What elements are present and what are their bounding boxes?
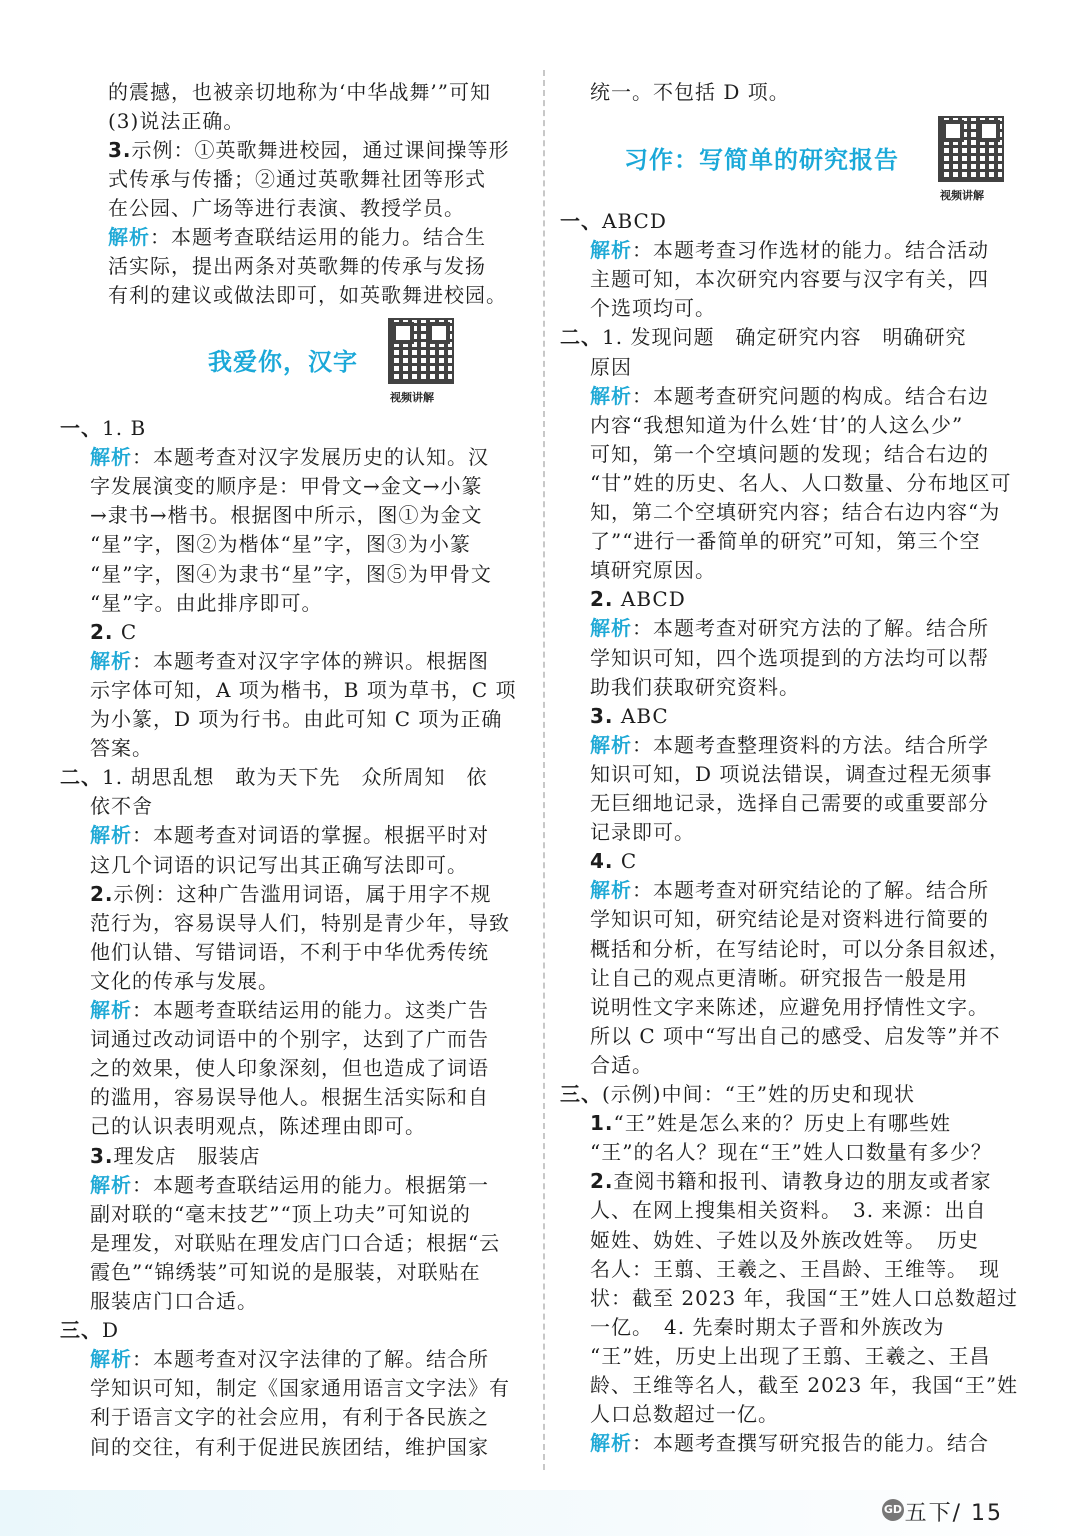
analysis-label: 解析: [90, 998, 132, 1022]
text-line: [590, 585, 686, 613]
analysis-label: 解析: [90, 648, 132, 673]
line-text: 示例：①英歌舞进校园，通过课间操等形: [131, 138, 510, 162]
line-text: ：本题考查联结运用的能力。这类广告: [132, 998, 489, 1022]
text-line: [90, 1142, 261, 1170]
item-number: 2.: [90, 881, 114, 906]
line-text: ：本题考查联结运用的能力。结合生: [150, 225, 486, 249]
text-line: 填研究原因。: [590, 558, 716, 583]
text-line: 人口总数超过一亿。: [590, 1402, 779, 1427]
section-number: 三、: [60, 1318, 102, 1343]
text-line: 说明性文字来陈述，应避免用抒情性文字。: [590, 994, 989, 1019]
text-line: “甘”姓的历史、名人、人口数量、分布地区可: [590, 470, 1012, 495]
text-line: 内容“我想知道为什么姓‘甘’的人这么少”: [590, 412, 964, 437]
text-line: [90, 1345, 489, 1373]
text-line: 所以 C 项中“写出自己的感受、启发等”并不: [590, 1023, 1001, 1048]
text-line: 范行为，容易误导人们，特别是青少年，导致: [90, 910, 510, 935]
section-number: 一、: [60, 416, 102, 440]
analysis-label: 解析: [90, 1347, 132, 1372]
analysis-label: 解析: [108, 225, 150, 249]
line-text: ：本题考查研究问题的构成。结合右边: [632, 383, 989, 408]
line-text: ：本题考查对汉字法律的了解。结合所: [132, 1347, 489, 1372]
text-line: 他们认错、写错词语，不利于中华优秀传统: [90, 939, 489, 964]
text-line: 概括和分析，在写结论时，可以分条目叙述，: [590, 936, 1010, 961]
text-line: 让自己的观点更清晰。研究报告一般是用: [590, 965, 968, 990]
text-line: 霞色”“锦绣装”可知说的是服装，对联贴在: [90, 1259, 481, 1284]
text-line: 学知识可知，四个选项提到的方法均可以帮: [590, 645, 989, 670]
line-text: “王”姓是怎么来的？历史上有哪些姓: [613, 1111, 951, 1136]
text-line: [90, 618, 137, 646]
text-line: [590, 236, 989, 264]
text-line: [590, 614, 989, 642]
item-number: 4.: [590, 849, 614, 874]
text-line: 名人：王翦、王羲之、王昌龄、王维等。 现: [590, 1256, 1000, 1281]
text-line: [560, 323, 966, 351]
item-number: 1.: [590, 1111, 614, 1136]
analysis-label: 解析: [90, 1172, 132, 1197]
item-number: 3.: [590, 703, 614, 728]
section-number: 二、: [560, 325, 602, 350]
line-text: ：本题考查对汉字发展历史的认知。汉: [132, 445, 489, 470]
text-line: 原因: [590, 354, 632, 379]
text-line: 的震撼，也被亲切地称为‘中华战舞’”可知: [108, 80, 491, 104]
section-number: 三、: [560, 1082, 602, 1106]
text-line: 词通过改动词语中的个别字，达到了广而告: [90, 1027, 489, 1052]
text-line: 字发展演变的顺序是：甲骨文→金文→小篆: [90, 474, 483, 499]
text-line: 助我们获取研究资料。: [590, 674, 800, 699]
line-text: ：本题考查对汉字字体的辨识。根据图: [132, 648, 489, 673]
line-text: (示例)中间：“王”姓的历史和现状: [602, 1082, 916, 1106]
text-line: 文化的传承与发展。: [90, 968, 279, 993]
line-text: 1. 发现问题 确定研究内容 明确研究: [602, 325, 967, 350]
text-line: 依不舍: [90, 794, 153, 819]
text-line: 答案。: [90, 736, 153, 761]
section-title-report: 习作：写简单的研究报告: [624, 146, 899, 174]
text-line: 一亿。 4. 先秦时期太子晋和外族改为: [590, 1314, 945, 1339]
text-line: [90, 880, 492, 908]
text-line: 无巨细地记录，选择自己需要的或重要部分: [590, 791, 989, 815]
text-line: 式传承与传播；②通过英歌舞社团等形式: [108, 167, 486, 191]
text-line: 在公园、广场等进行表演、教授学员。: [108, 196, 465, 220]
item-number: 3.: [90, 1143, 114, 1168]
analysis-label: 解析: [90, 823, 132, 848]
section-title-hanzi: 我爱你，汉字: [208, 348, 358, 376]
section-number: 一、: [560, 209, 602, 233]
text-line: [560, 207, 667, 235]
line-text: ABCD: [613, 587, 686, 612]
item-number: 2.: [590, 1169, 614, 1194]
item-number: 2.: [90, 619, 114, 644]
text-line: [60, 763, 487, 791]
text-line: “星”字，图②为楷体“星”字，图③为小篆: [90, 532, 471, 557]
line-text: ：本题考查整理资料的方法。结合所学: [632, 732, 989, 757]
analysis-label: 解析: [590, 732, 632, 757]
text-line: [590, 702, 669, 730]
line-text: ：本题考查对研究方法的了解。结合所: [632, 616, 989, 641]
text-line: 服装店门口合适。: [90, 1289, 258, 1313]
text-line: 副对联的“毫末技艺”“顶上功夫”可知说的: [90, 1201, 471, 1226]
text-line: [108, 136, 510, 164]
qr-label: 视频讲解: [390, 391, 434, 404]
line-text: ：本题考查联结运用的能力。根据第一: [132, 1172, 489, 1197]
text-line: [90, 443, 489, 471]
text-line: 学知识可知，制定《国家通用语言文字法》有: [90, 1376, 510, 1401]
text-line: 是理发，对联贴在理发店门口合适；根据“云: [90, 1230, 501, 1255]
line-text: ABC: [613, 703, 669, 728]
line-text: 理发店 服装店: [113, 1143, 261, 1168]
column-divider: [543, 70, 545, 1470]
qr-code-icon[interactable]: [938, 116, 1004, 182]
section-number: 二、: [60, 765, 102, 790]
text-line: 己的认识表明观点，陈述理由即可。: [90, 1114, 426, 1139]
analysis-label: 解析: [590, 383, 632, 408]
text-line: [60, 414, 146, 442]
line-text: 1. 胡思乱想 敢为天下先 众所周知 依: [102, 765, 488, 790]
line-text: ABCD: [602, 209, 667, 233]
text-line: 人、在网上搜集相关资料。 3. 来源：出自: [590, 1198, 987, 1223]
text-line: 的滥用，容易误导他人。根据生活实际和自: [90, 1085, 489, 1110]
text-line: 间的交往，有利于促进民族团结，维护国家: [90, 1434, 489, 1459]
analysis-label: 解析: [590, 238, 632, 263]
line-text: C: [113, 619, 138, 644]
analysis-label: 解析: [590, 878, 632, 903]
text-line: [90, 1171, 489, 1199]
item-number: 2.: [590, 587, 614, 612]
text-line: 知识可知，D 项说法错误，调查过程无须事: [590, 761, 993, 786]
line-text: 查阅书籍和报刊、请教身边的朋友或者家: [613, 1169, 992, 1194]
text-line: →隶书→楷书。根据图中所示，图①为金文: [90, 503, 483, 528]
line-text: ：本题考查对研究结论的了解。结合所: [632, 878, 989, 903]
text-line: 了”“进行一番简单的研究”可知，第三个空: [590, 529, 981, 554]
edition-badge: GD: [882, 1499, 904, 1521]
text-line: [90, 821, 489, 849]
text-line: “星”字，图④为隶书“星”字，图⑤为甲骨文: [90, 561, 492, 586]
line-text: ：本题考查撰写研究报告的能力。结合: [632, 1431, 989, 1456]
text-line: [108, 223, 486, 251]
text-line: [590, 1167, 992, 1195]
text-line: 活实际，提出两条对英歌舞的传承与发扬: [108, 254, 486, 278]
text-line: 为小篆，D 项为行书。由此可知 C 项为正确: [90, 707, 503, 731]
text-line: “王”姓，历史上出现了王翦、王羲之、王昌: [590, 1343, 991, 1368]
text-line: [590, 847, 637, 875]
text-line: 主题可知，本次研究内容要与汉字有关，四: [590, 267, 989, 292]
line-text: C: [613, 849, 638, 874]
text-line: [590, 1429, 989, 1457]
analysis-label: 解析: [590, 616, 632, 641]
analysis-label: 解析: [590, 1431, 632, 1456]
text-line: 统一。不包括 D 项。: [590, 80, 790, 104]
text-line: 姬姓、妫姓、子姓以及外族改姓等。 历史: [590, 1227, 979, 1252]
text-line: 龄、王维等名人，截至 2023 年，我国“王”姓: [590, 1373, 1019, 1397]
text-line: 状：截至 2023 年，我国“王”姓人口总数超过: [590, 1285, 1019, 1310]
text-line: [560, 1080, 915, 1108]
text-line: 示字体可知，A 项为楷书，B 项为草书，C 项: [90, 677, 517, 702]
text-line: 有利的建议或做法即可，如英歌舞进校园。: [108, 283, 507, 307]
text-line: 知，第二个空填研究内容；结合右边内容“为: [590, 500, 1001, 524]
text-line: 可知，第一个空填问题的发现；结合右边的: [590, 441, 989, 466]
text-line: [60, 1316, 119, 1344]
text-line: [90, 647, 489, 675]
text-line: “王”的名人？现在“王”姓人口数量有多少？: [590, 1140, 992, 1165]
text-line: 之的效果，使人印象深刻，但也造成了词语: [90, 1056, 489, 1081]
text-line: 利于语言文字的社会应用，有利于各民族之: [90, 1405, 489, 1430]
text-line: [590, 731, 989, 759]
text-line: 个选项均可。: [590, 296, 716, 321]
text-line: [90, 996, 489, 1024]
line-text: ：本题考查习作选材的能力。结合活动: [632, 238, 989, 263]
text-line: [590, 1109, 951, 1137]
text-line: 这几个词语的识记写出其正确写法即可。: [90, 852, 468, 877]
line-text: ：本题考查对词语的掌握。根据平时对: [132, 823, 489, 848]
line-text: 1. B: [102, 416, 147, 440]
text-line: “星”字。由此排序即可。: [90, 590, 323, 615]
page-number: 五下/ 15: [904, 1501, 1003, 1526]
text-line: [590, 876, 989, 904]
qr-label: 视频讲解: [940, 189, 984, 202]
text-line: 合适。: [590, 1052, 653, 1077]
text-line: 记录即可。: [590, 820, 695, 845]
line-text: 示例：这种广告滥用词语，属于用字不规: [113, 881, 492, 906]
analysis-label: 解析: [90, 445, 132, 470]
text-line: [590, 382, 989, 410]
text-line: 学知识可知，研究结论是对资料进行简要的: [590, 907, 989, 932]
text-line: (3)说法正确。: [108, 109, 245, 133]
item-number: 3.: [108, 138, 132, 162]
line-text: D: [102, 1318, 120, 1343]
qr-code-icon[interactable]: [388, 318, 454, 384]
